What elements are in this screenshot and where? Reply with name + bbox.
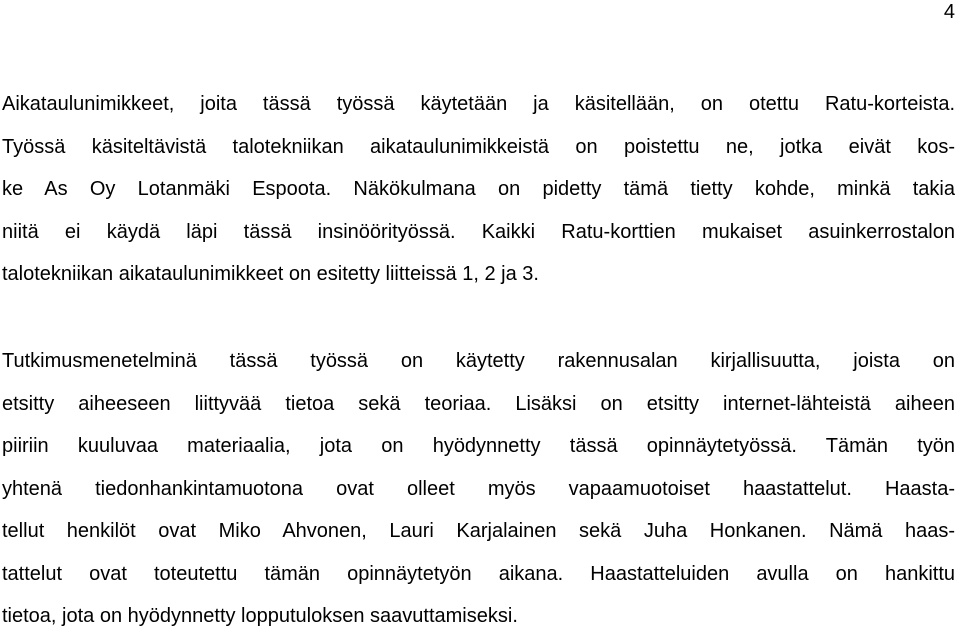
paragraph-line: tietoa, jota on hyödynnetty lopputuloksen saavuttamiseksi. <box>2 605 518 627</box>
paragraph-line: etsitty aiheeseen liittyvää tietoa sekä teoriaa. Lisäksi on etsitty internet-lähteistä aiheen <box>2 393 955 415</box>
paragraph-line: niitä ei käydä läpi tässä insinöörityössä. Kaikki Ratu-korttien mukaiset asuinkerrostalon <box>2 221 955 243</box>
paragraph-line: yhtenä tiedonhankintamuotona ovat olleet myös vapaamuotoiset haastattelut. Haasta- <box>2 478 955 500</box>
paragraph-line: tattelut ovat toteutettu tämän opinnäytetyön aikana. Haastatteluiden avulla on hankittu <box>2 563 955 585</box>
paragraph-line: Työssä käsiteltävistä talotekniikan aikataulunimikkeistä on poistettu ne, jotka eivät kos- <box>2 136 955 158</box>
paragraph-line: tellut henkilöt ovat Miko Ahvonen, Lauri Karjalainen sekä Juha Honkanen. Nämä haas- <box>2 520 955 542</box>
paragraph-line: piiriin kuuluvaa materiaalia, jota on hyödynnetty tässä opinnäytetyössä. Tämän työn <box>2 435 955 457</box>
paragraph-line: Tutkimusmenetelminä tässä työssä on käytetty rakennusalan kirjallisuutta, joista on <box>2 350 955 372</box>
paragraph-line: Aikataulunimikkeet, joita tässä työssä käytetään ja käsitellään, on otettu Ratu-korteista. <box>2 93 955 115</box>
paragraph-line: ke As Oy Lotanmäki Espoota. Näkökulmana on pidetty tämä tietty kohde, minkä takia <box>2 178 955 200</box>
paragraph-line: talotekniikan aikataulunimikkeet on esitetty liitteissä 1, 2 ja 3. <box>2 263 539 285</box>
page-number: 4 <box>943 1 955 23</box>
